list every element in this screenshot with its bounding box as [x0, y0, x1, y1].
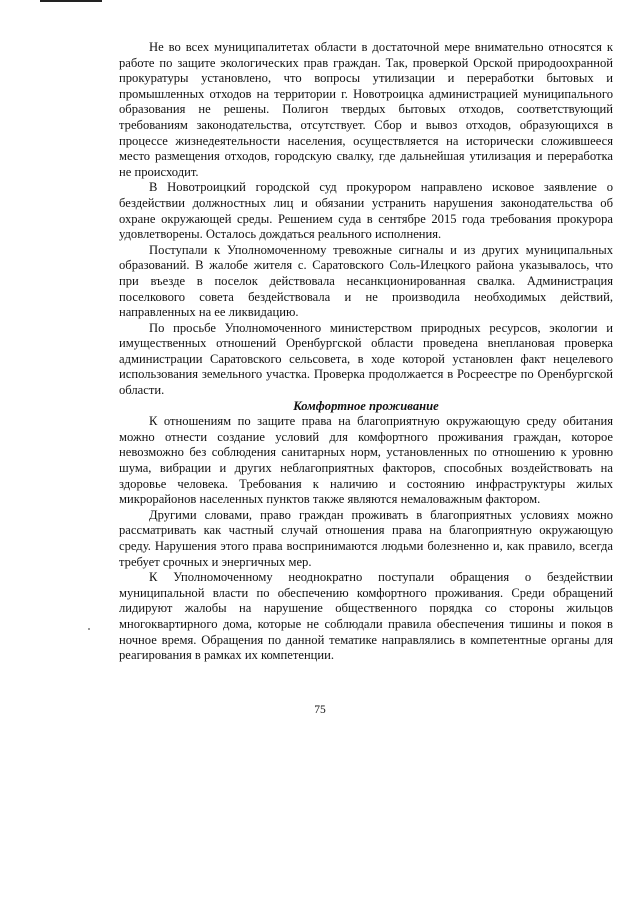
paragraph-4: По просьбе Уполномоченного министерством природных ресурсов, экологии и имущественных отношений Оренбургской области проведена внеплановая проверка администрации Саратовского сельсовета, в ходе которой установлен факт нецелевого использования земельного участка. Проверка продолжается в Росреестре по Оренбургской области.	[119, 320, 613, 398]
section-heading: Комфортное проживание	[293, 398, 439, 413]
paragraph-2: В Новотроицкий городской суд прокурором направлено исковое заявление о бездействии должностных лиц и обязании устранить нарушения законодательства об охране окружающей среды. Решением суда в сентябре 2015 года требования прокурора удовлетворены. Осталось дождаться реального исполнения.	[119, 180, 613, 242]
paragraph-3: Поступали к Уполномоченному тревожные сигналы и из других муниципальных образований. В жалобе жителя с. Саратовского Соль-Илецкого района указывалось, что при въезде в поселок действовала несанкционированная свалка. Администрация поселкового совета бездействовала и не производила необходимых действий, направленных на ее ликвидацию.	[119, 242, 613, 320]
page-number: 75	[314, 704, 326, 716]
paragraph-7: К Уполномоченному неоднократно поступали обращения о бездействии муниципальной власти по обеспечению комфортного проживания. Среди обращений лидируют жалобы на нарушение общественного порядка со стороны жильцов многоквартирного дома, которые не соблюдали правила обеспечения тишины и покоя в ночное время. Обращения по данной тематике направлялись в компетентные органы для реагирования в рамках их компетенции.	[119, 570, 613, 663]
paragraph-6: Другими словами, право граждан проживать в благоприятных условиях можно рассматривать как частный случай отношения права на благоприятную окружающую среду. Нарушения этого права воспринимаются людьми болезненно и, как правило, всегда требует срочных и энергичных мер.	[119, 507, 613, 569]
scan-speck	[88, 628, 90, 630]
document-body	[119, 40, 613, 664]
paragraph-1: Не во всех муниципалитетах области в достаточной мере внимательно относятся к работе по защите экологических прав граждан. Так, проверкой Орской природоохранной прокуратуры установлено, что вопросы утилизации и переработки бытовых и промышленных отходов на территории г. Новотроицка администрацией муниципального образования не решены. Полигон твердых бытовых отходов, соответствующий требованиям законодательства, отсутствует. Сбор и вывоз отходов, образующихся в процессе жизнедеятельности населения, осуществляется на исторически сложившееся место размещения отходов, городскую свалку, где дальнейшая утилизация и переработка не происходит.	[119, 40, 613, 179]
paragraph-5: К отношениям по защите права на благоприятную окружающую среду обитания можно отнести создание условий для комфортного проживания граждан, которое невозможно без соблюдения санитарных норм, установленных по отношению к уровню шума, вибрации и других неблагоприятных факторов, способных воздействовать на здоровье человека. Требования к наличию и состоянию инфраструктуры жилых микрорайонов населенных пунктов также являются немаловажным фактором.	[119, 414, 613, 507]
top-rule	[40, 0, 102, 2]
